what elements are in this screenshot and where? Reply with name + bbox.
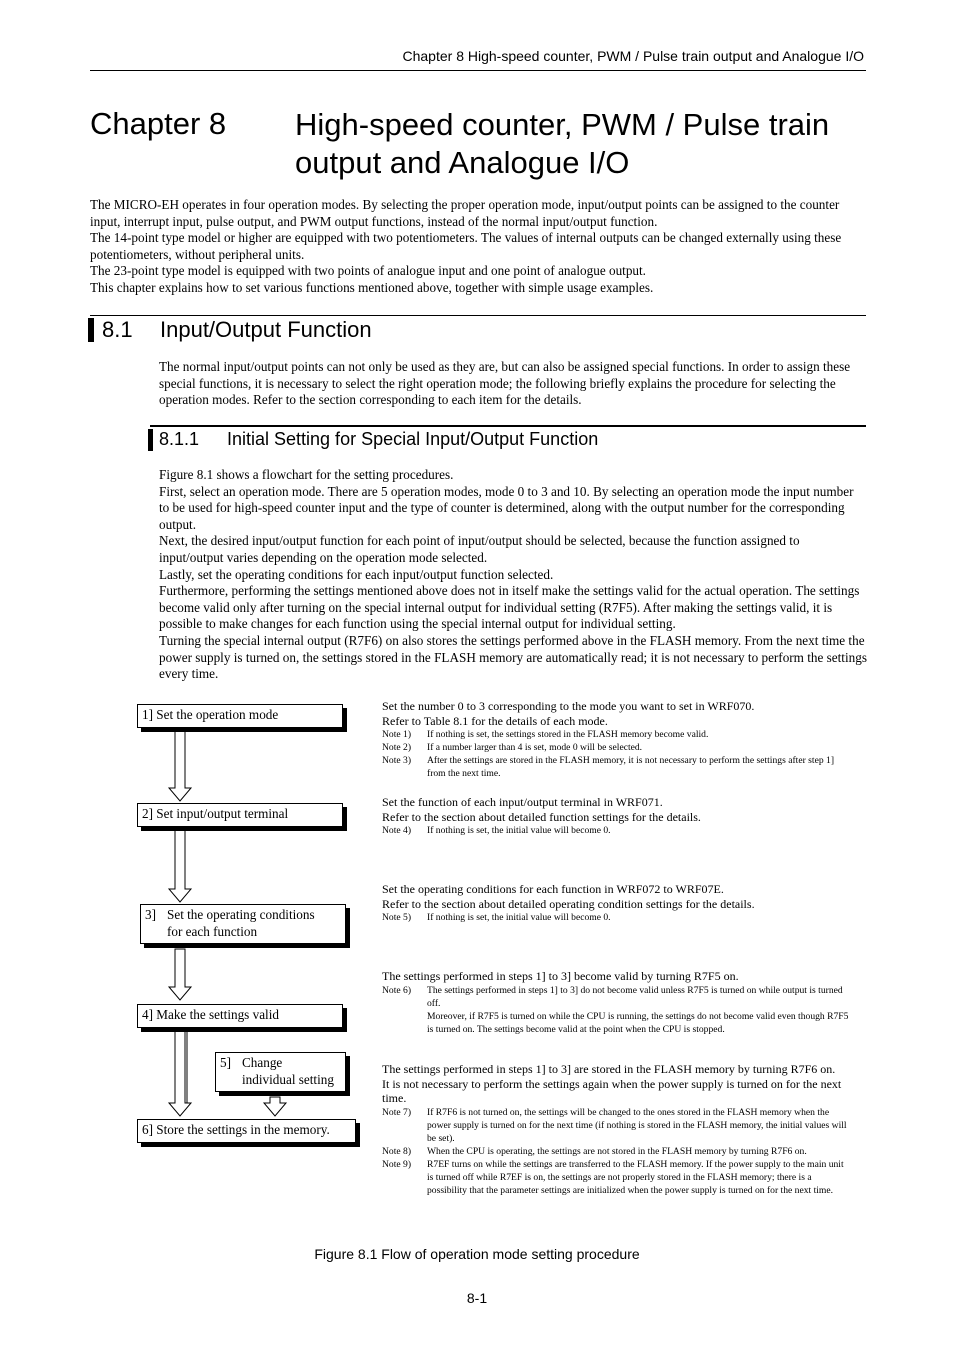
description-line: The settings performed in steps 1] to 3] are stored in the FLASH memory by turning R7F6 on. [382,1062,836,1076]
subsection-paragraph: Next, the desired input/output function for each point of input/output should be selected, because the function assigned to input/output varies depending on the operation mode selected. [159,533,800,565]
flow-step-3-label: Set the operating conditions [167,907,315,922]
subsection-paragraph: First, select an operation mode. There are 5 operation modes, mode 0 to 3 and 10. By selecting an operation mode the input number to be used for high-speed counter input and the type of counter is determined, along with the output number for the corresponding output. [159,483,854,532]
note [382,1158,852,1197]
note [382,754,852,780]
note-label: Note 9) [382,1159,412,1171]
flow-step-4-label: 4] Make the settings valid [142,1007,279,1022]
description-line: Set the function of each input/output terminal in WRF071. [382,795,663,809]
flow-step-2 [137,803,343,827]
section-body: The normal input/output points can not only be used as they are, but can also be assigned special functions. In order to assign these special functions, it is necessary to select the right operation mode; the following briefly explains the procedure for selecting the operation modes. Refer to the section corresponding to each item for the details. [159,359,851,408]
note [382,824,852,837]
flow-step-5-line-1 [220,1055,341,1072]
flow-step-4 [137,1004,343,1028]
flow-step-5-number: 5] [220,1055,231,1070]
flow-step-1-label: 1] Set the operation mode [142,707,279,722]
note-text: If nothing is set, the initial value will become 0. [427,825,611,837]
note-text: Moreover, if R7F5 is turned on while the CPU is running, the settings do not become valid even though R7F5 is turned on. The settings become valid at the point when the CPU is stopped. [427,1010,849,1035]
note-label: Note 1) [382,729,412,741]
note [382,911,852,924]
flow-step-2-label: 2] Set input/output terminal [142,806,289,821]
step-6-description [382,1062,852,1197]
section-title: Input/Output Function [160,317,372,342]
note-text: R7EF turns on while the settings are transferred to the FLASH memory. If the power supply to the main unit is turned off while R7EF is on, the settings are not properly stored in the FLASH memory; there is a possibility that the parameter settings are initialized when the power supply is turned on for the next time. [427,1159,844,1197]
note [382,728,852,741]
flow-step-6-label: 6] Store the settings in the memory. [142,1122,330,1137]
subsection-paragraph: Turning the special internal output (R7F6) on also stores the settings performed above in the FLASH memory. From the next time the power supply is turned on, the settings stored in the FLASH memory are automatically read; it is not necessary to perform the settings every time. [159,632,867,682]
chapter-title-line-1: High-speed counter, PWM / Pulse train [295,107,830,142]
note [382,1145,852,1158]
intro-paragraph: The MICRO-EH operates in four operation modes. By selecting the proper operation mode, input/output points can be assigned to the counter input, interrupt input, pulse output, and PWM output functions, instead of the normal input/output function. [90,197,840,229]
note-text: If R7F6 is not turned on, the settings will be changed to the ones stored in the FLASH memory when the power supply is turned on for the next time (if nothing is stored in the FLASH memory, the initial values will be set). [427,1107,847,1145]
description-line: The settings performed in steps 1] to 3] become valid by turning R7F5 on. [382,969,739,983]
note [382,1106,852,1145]
note-label: Note 5) [382,912,412,924]
subsection-title: Initial Setting for Special Input/Output Function [227,429,599,449]
intro-paragraph: The 14-point type model or higher are equipped with two potentiometers. The values of internal outputs can be changed externally using these potentiometers, without peripheral units. [90,230,842,262]
note-label: Note 2) [382,742,412,754]
note-label: Note 8) [382,1146,412,1158]
note-text: If nothing is set, the initial value will become 0. [427,912,611,924]
figure-caption: Figure 8.1 Flow of operation mode setting procedure [314,1246,640,1262]
step-4-description [382,969,852,1036]
intro-paragraph: This chapter explains how to set various functions mentioned above, together with simple usage examples. [90,279,654,295]
down-arrow [169,1031,191,1116]
subsection-number: 8.1.1 [159,429,200,449]
subsection-paragraph: Figure 8.1 shows a flowchart for the setting procedures. [159,467,454,482]
flow-step-5-line-2 [220,1072,341,1089]
page-number: 8-1 [466,1290,488,1306]
flow-step-3-label-cont: for each function [167,923,258,939]
chapter-number: Chapter 8 [90,106,227,141]
step-3-description [382,882,852,924]
note [382,1010,852,1036]
down-arrow [169,731,191,801]
description-line: Refer to the section about detailed operating condition settings for the details. [382,896,755,911]
note-label: Note 6) [382,984,412,996]
note [382,741,852,754]
flow-step-5-label-cont: individual setting [242,1071,334,1087]
description-line: Refer to the section about detailed function settings for the details. [382,809,701,824]
intro-paragraph: The 23-point type model is equipped with two points of analogue input and one point of analogue output. [90,263,646,279]
step-2-description [382,795,852,837]
flow-step-5-label: Change [242,1055,283,1070]
note-text: The settings performed in steps 1] to 3] do not become valid unless R7F5 is turned on while output is turned off. [427,984,843,1009]
note-text: When the CPU is operating, the settings are not stored in the FLASH memory by turning R7F6 on. [427,1146,807,1158]
note [382,984,852,1010]
running-header: Chapter 8 High-speed counter, PWM / Pulse train output and Analogue I/O [402,48,864,64]
note-text: If nothing is set, the settings stored in the FLASH memory become valid. [427,729,709,741]
subsection-paragraph: Furthermore, performing the settings mentioned above does not in itself make the settings valid for the actual operation. The settings become valid only after turning on the special internal output for individual setting (R7F5). After making the settings valid, it is possible to make changes for each function using the special internal output for individual setting. [159,583,860,632]
note-text: After the settings are stored in the FLASH memory, it is not necessary to perform the settings after step 1] from the next time. [427,755,835,780]
down-arrow [169,830,191,902]
flow-step-3 [140,904,346,944]
flow-step-3-number: 3] [145,907,156,922]
subsection-paragraph: Lastly, set the operating conditions for each input/output function selected. [159,566,554,582]
description-line: Set the operating conditions for each function in WRF072 to WRF07E. [382,882,724,896]
flow-step-6 [137,1119,356,1143]
note-label: Note 4) [382,825,412,837]
note-label [382,1010,427,1036]
down-arrow [169,949,191,1000]
description-line: Refer to Table 8.1 for the details of each mode. [382,713,608,728]
flow-step-3-line-2 [145,924,341,941]
section-number: 8.1 [102,317,133,342]
chapter-title-line-2: output and Analogue I/O [295,145,630,180]
note-text: If a number larger than 4 is set, mode 0 will be selected. [427,742,643,754]
note-label: Note 3) [382,755,412,767]
description-line: Set the number 0 to 3 corresponding to the mode you want to set in WRF070. [382,699,755,713]
flow-step-5 [215,1052,346,1092]
note-label: Note 7) [382,1107,412,1119]
step-1-description [382,699,852,780]
flow-step-1 [137,704,343,728]
up-down-arrow [264,1097,286,1116]
flow-step-3-line-1 [145,907,341,924]
description-line: It is not necessary to perform the settings again when the power supply is turned on for the next time. [382,1076,842,1106]
